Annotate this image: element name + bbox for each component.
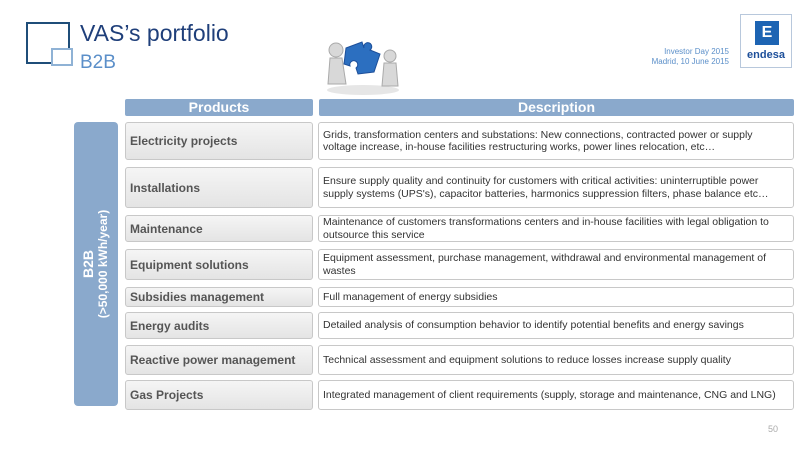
endesa-logo — [740, 14, 792, 68]
product-cell: Equipment solutions — [125, 249, 313, 280]
decorative-square-small — [51, 48, 73, 66]
description-cell: Detailed analysis of consumption behavior to identify potential benefits and energy savings — [318, 312, 794, 339]
description-cell: Full management of energy subsidies — [318, 287, 794, 307]
description-cell: Grids, transformation centers and substations: New connections, contracted power or supply voltage increase, in-house facilities restructuring works, power lines relocation, etc… — [318, 122, 794, 160]
segment-sublabel: (>50,000 kWh/year) — [96, 209, 110, 319]
puzzle-figures-illustration — [322, 34, 404, 96]
endesa-wordmark: endesa — [747, 49, 785, 61]
description-cell: Technical assessment and equipment solutions to reduce losses increase supply quality — [318, 345, 794, 375]
description-cell: Integrated management of client requirements (supply, storage and maintenance, CNG and LNG) — [318, 380, 794, 410]
description-column-header: Description — [319, 99, 794, 116]
page-title: VAS’s portfolio — [80, 20, 229, 46]
product-cell: Installations — [125, 167, 313, 208]
endesa-logo-icon: E — [755, 21, 779, 45]
event-info — [652, 47, 729, 67]
products-column-header: Products — [125, 99, 313, 116]
page-number: 50 — [767, 424, 778, 434]
description-cell: Ensure supply quality and continuity for customers with critical activities: uninterruptible power supply systems (UPS's), capacitor batteries, harmonics suppression filters, phase balance etc… — [318, 167, 794, 208]
product-cell: Electricity projects — [125, 122, 313, 160]
description-cell: Maintenance of customers transformations centers and in-house facilities with legal obligation to outsource this service — [318, 215, 794, 242]
product-cell: Subsidies management — [125, 287, 313, 307]
product-cell: Gas Projects — [125, 380, 313, 410]
event-name: Investor Day 2015 — [664, 47, 729, 56]
product-cell: Maintenance — [125, 215, 313, 242]
page-subtitle: B2B — [80, 52, 116, 73]
product-cell: Reactive power management — [125, 345, 313, 375]
event-date: Madrid, 10 June 2015 — [651, 57, 729, 66]
segment-label: B2B — [80, 250, 96, 279]
product-cell: Energy audits — [125, 312, 313, 339]
segment-side-label — [74, 122, 118, 406]
description-cell: Equipment assessment, purchase management, withdrawal and environmental management of wastes — [318, 249, 794, 280]
